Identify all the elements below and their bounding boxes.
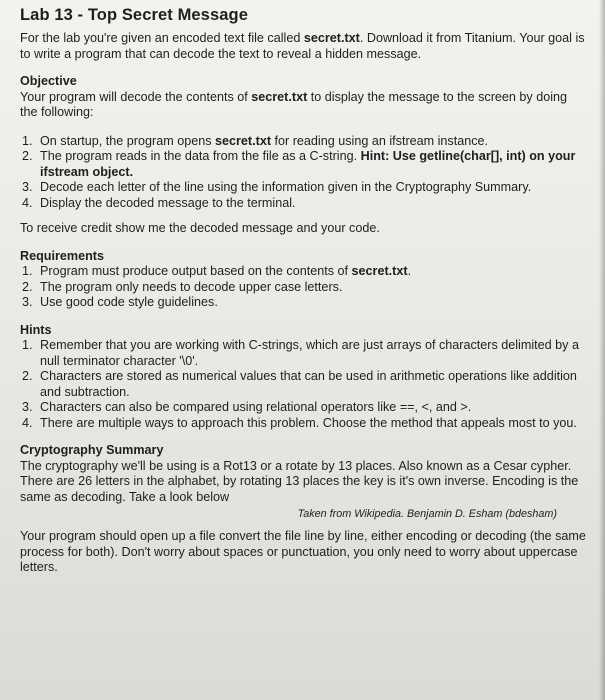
list-item (20, 196, 587, 212)
list-item (20, 280, 587, 296)
list-text: There are multiple ways to approach this problem. Choose the method that appeals most to you. (40, 415, 577, 430)
list-bold: Hint: Use getline(char[], int) on your ifstream object. (40, 149, 576, 179)
intro-text-1: For the lab you're given an encoded text file called (20, 31, 304, 45)
list-item (20, 134, 587, 150)
objective-heading: Objective (20, 74, 77, 88)
list-text: Display the decoded message to the terminal. (40, 195, 296, 210)
list-text: On startup, the program opens (40, 133, 216, 148)
list-text: . (407, 264, 412, 278)
cryptography-section (20, 443, 587, 576)
hints-heading: Hints (20, 322, 52, 337)
credit-note: To receive credit show me the decoded message and your code. (20, 221, 380, 235)
list-number: 3. (22, 400, 33, 414)
intro-filename: secret.txt (303, 31, 360, 45)
list-number: 1. (22, 264, 33, 278)
objective-description (20, 90, 587, 121)
list-item (20, 295, 587, 311)
list-item (20, 338, 587, 369)
list-text: Program must produce output based on the contents of (40, 264, 352, 278)
hints-list (20, 338, 587, 431)
objective-list (20, 134, 587, 212)
objective-filename: secret.txt (251, 89, 308, 104)
objective-desc-2: to display the message to the screen by doing the following: (20, 89, 568, 119)
cryptography-body: The cryptography we'll be using is a Rot13 or a rotate by 13 places. Also known as a Cesar cypher. There are 26 letters in the alphabet, by rotating 13 places the key is it's own inverse. Encoding is the same as decoding. Take a look below (20, 458, 579, 504)
closing-paragraph: Your program should open up a file convert the file line by line, either encoding or decoding (the same process for both). Don't worry about spaces or punctuation, you only need to worry about uppercase letters. (20, 529, 586, 574)
list-number: 4. (22, 415, 33, 430)
list-number: 2. (22, 149, 33, 163)
list-number: 2. (22, 279, 33, 294)
cryptography-heading: Cryptography Summary (20, 443, 164, 457)
page-shadow (599, 0, 605, 700)
list-item (20, 369, 587, 400)
requirements-list (20, 264, 587, 311)
list-item (20, 180, 587, 196)
list-text: Use good code style guidelines. (40, 295, 218, 309)
intro-paragraph (20, 31, 587, 62)
page-title: Lab 13 - Top Secret Message (20, 6, 248, 24)
list-number: 1. (22, 133, 33, 148)
list-text: Characters are stored as numerical values that can be used in arithmetic operations like addition and subtraction. (40, 369, 577, 399)
list-text: The program only needs to decode upper case letters. (40, 279, 343, 294)
list-number: 1. (22, 338, 33, 352)
list-bold: secret.txt (215, 133, 272, 148)
attribution: Taken from Wikipedia. Benjamin D. Esham (bdesham) (297, 508, 557, 520)
list-number: 4. (22, 195, 33, 210)
list-text: Characters can also be compared using relational operators like ==, <, and >. (40, 400, 472, 414)
list-item (20, 400, 587, 416)
hints-section (20, 323, 587, 432)
objective-section (20, 74, 587, 237)
list-number: 2. (22, 369, 33, 383)
requirements-heading: Requirements (20, 248, 104, 263)
list-item (20, 416, 587, 432)
list-number: 3. (22, 180, 33, 194)
list-item (20, 149, 587, 180)
list-bold: secret.txt (351, 264, 408, 278)
list-number: 3. (22, 295, 33, 309)
list-text: for reading using an ifstream instance. (271, 133, 489, 148)
list-item (20, 264, 587, 280)
list-text: Decode each letter of the line using the information given in the Cryptography Summary. (40, 180, 532, 194)
intro-text-2: . Download it from Titanium. Your goal is to write a program that can decode the text to reveal a hidden message. (20, 31, 585, 61)
objective-desc-1: Your program will decode the contents of (20, 89, 252, 104)
list-text: The program reads in the data from the file as a C-string. (40, 149, 361, 163)
requirements-section (20, 249, 587, 311)
list-text: Remember that you are working with C-strings, which are just arrays of characters delimited by a null terminator character '\0'. (40, 338, 579, 368)
